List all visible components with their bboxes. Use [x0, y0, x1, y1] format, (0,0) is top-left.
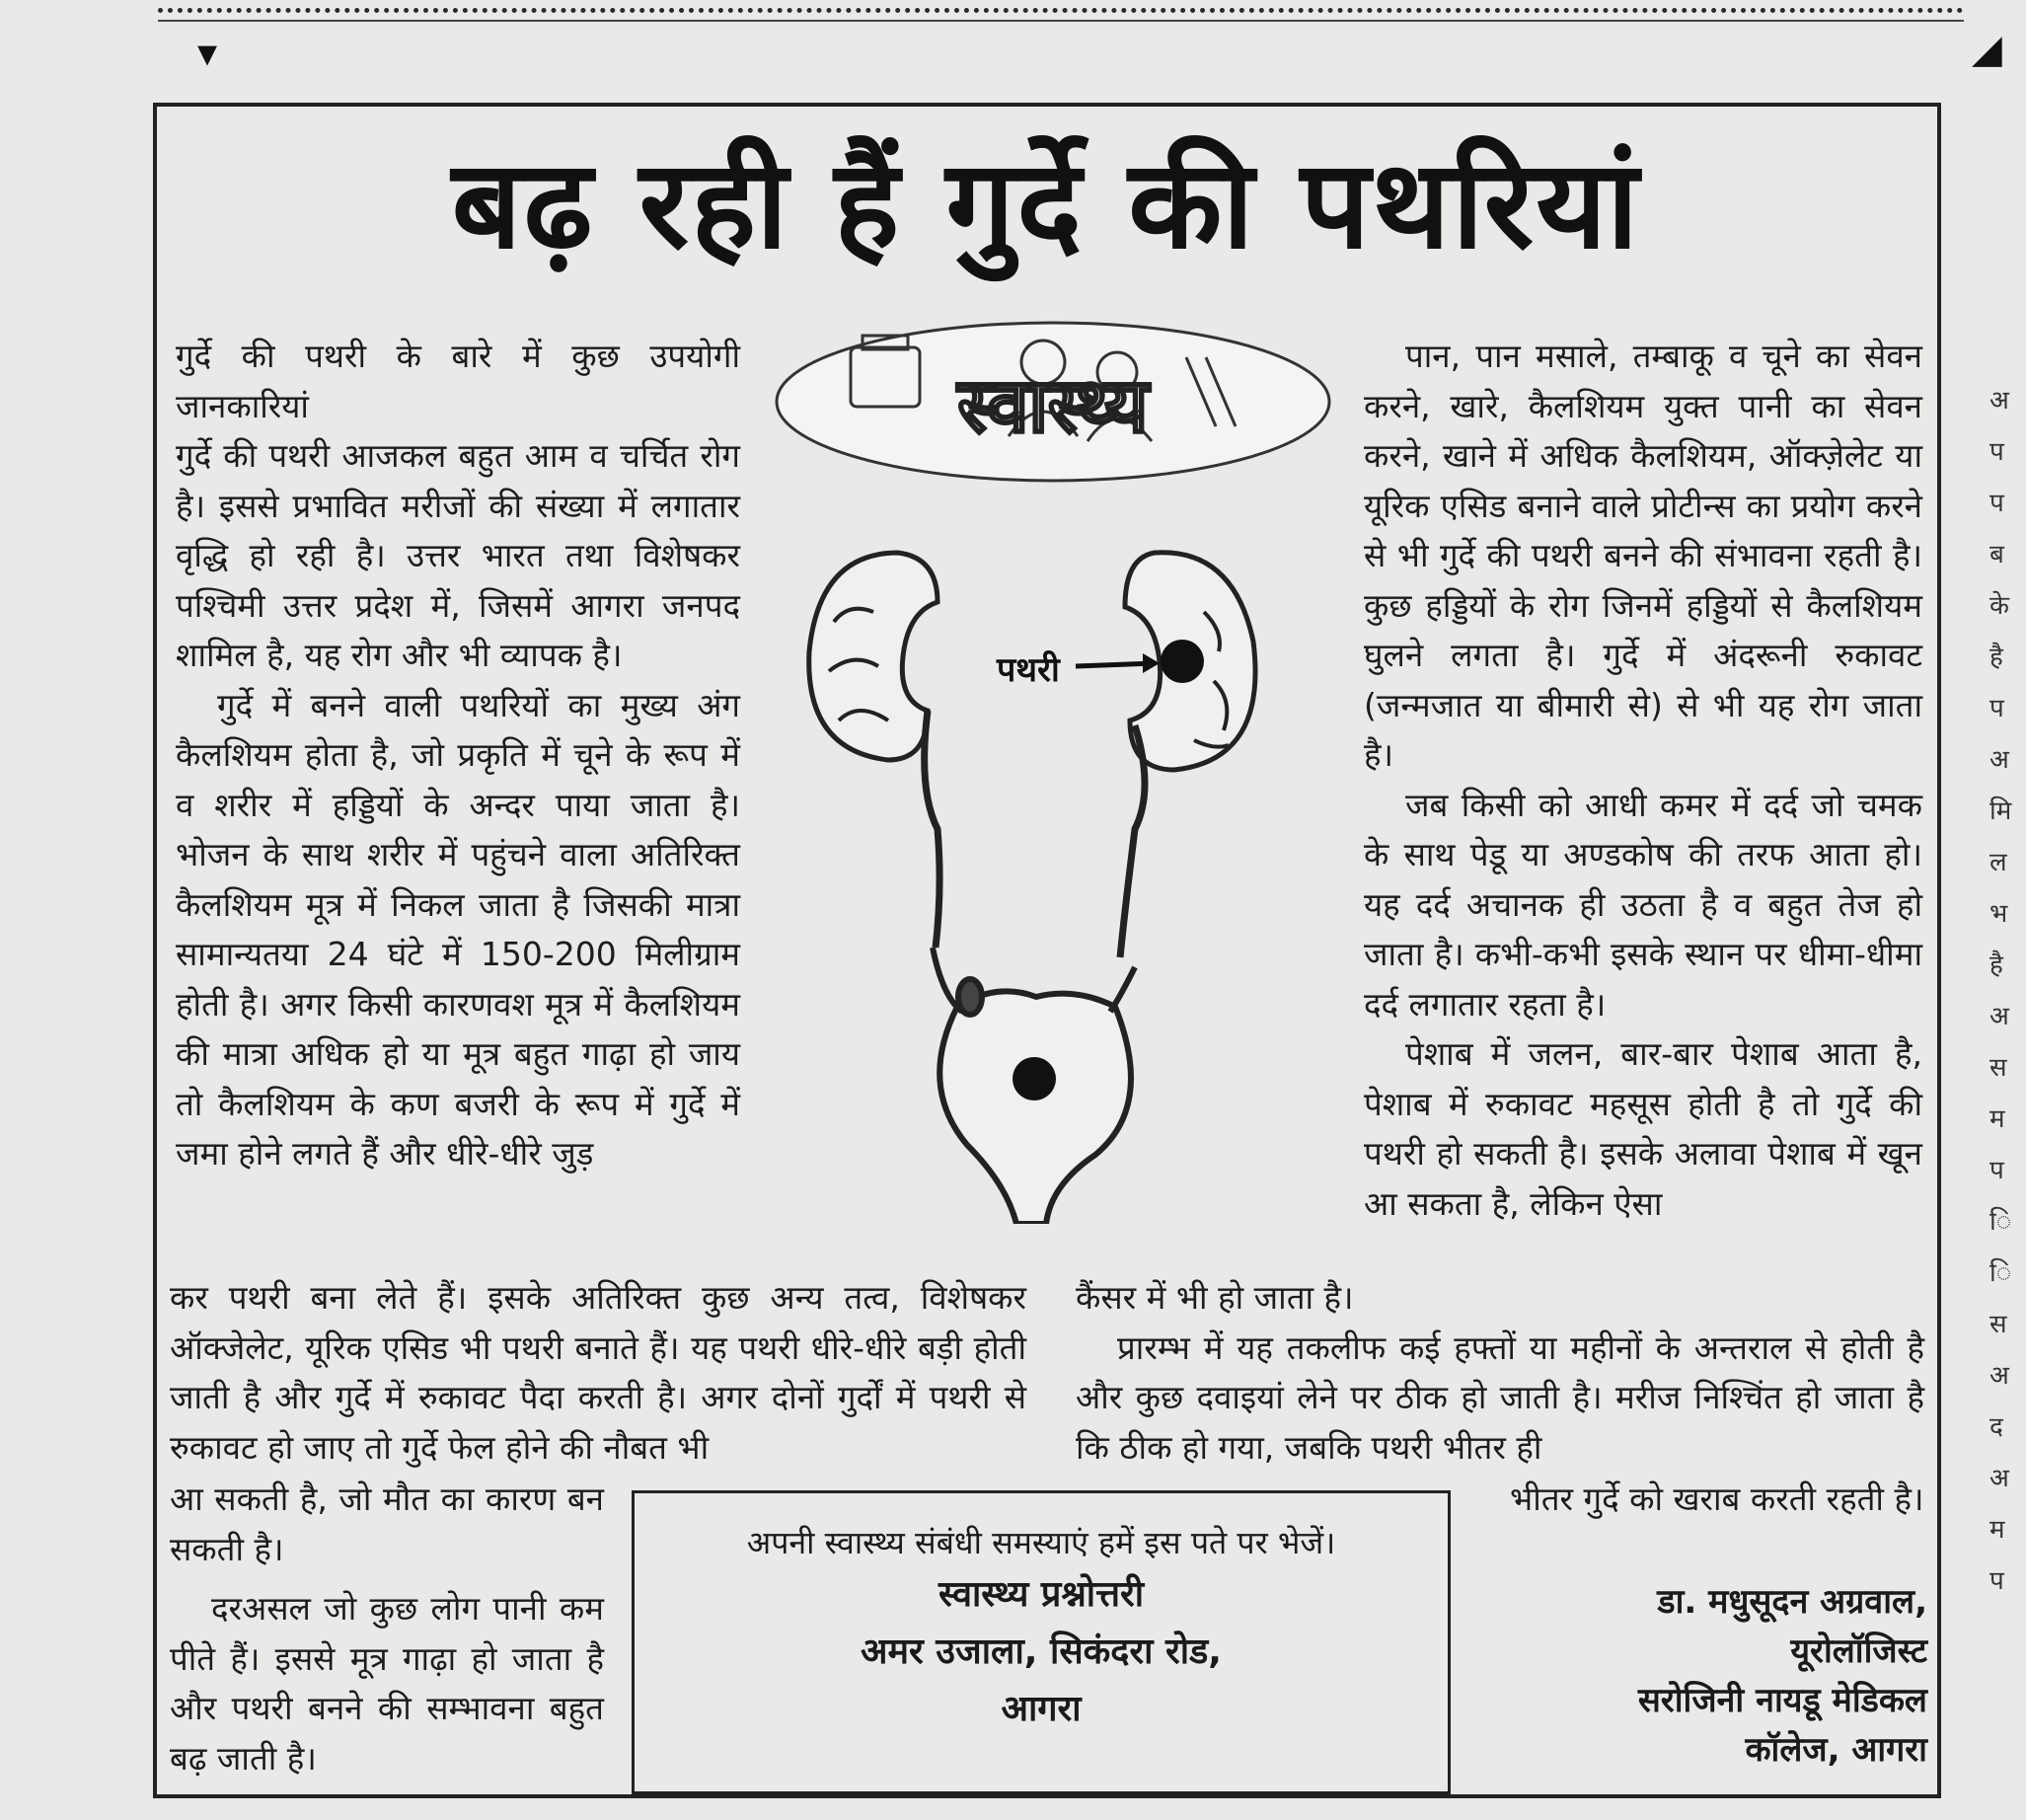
- address-line-2: अमर उजाला, सिकंदरा रोड,: [861, 1631, 1222, 1672]
- edge-fragment: द: [1989, 1412, 2003, 1442]
- left-bottom-column: [170, 1475, 604, 1783]
- left-column: [176, 332, 740, 1179]
- edge-fragment: अ: [1989, 745, 2009, 775]
- edge-fragment: अ: [1989, 1464, 2009, 1493]
- author-name: डा. मधुसूदन अग्रवाल,: [1657, 1582, 1927, 1622]
- edge-fragment: भ: [1989, 899, 2008, 929]
- edge-fragment: प: [1989, 1156, 2004, 1185]
- edge-fragment: प: [1989, 694, 2004, 723]
- clip-mark-left: ▾: [197, 31, 218, 76]
- right-wide-para-2: प्रारम्भ में यह तकलीफ कई हफ्तों या महीनों के अन्तराल से होती है और कुछ दवाइयां लेने पर ठीक हो जाती है। मरीज निश्चिंत हो जाता है कि ठीक हो गया, जबकि पथरी भीतर ही: [1076, 1327, 1924, 1467]
- right-wide-para-1: कैंसर में भी हो जाता है।: [1076, 1278, 1354, 1317]
- left-bottom-para-2: दरअसल जो कुछ लोग पानी कम पीते हैं। इससे मूत्र गाढ़ा हो जाता है और पथरी बनने की सम्भावना बहुत बढ़ जाती है।: [170, 1589, 604, 1778]
- edge-fragment: है: [1989, 643, 2003, 672]
- logo-text: स्वास्थ्य: [957, 361, 1149, 449]
- edge-fragment: मि: [1989, 796, 2012, 826]
- address-intro: अपनी स्वास्थ्य संबंधी समस्याएं हमें इस पते पर भेजें।: [746, 1524, 1336, 1561]
- left-bottom-para-1: आ सकती है, जो मौत का कारण बन सकती है।: [170, 1479, 604, 1568]
- right-para-1: पान, पान मसाले, तम्बाकू व चूने का सेवन करने, खारे, कैलशियम युक्त पानी का सेवन करने, खाने में अधिक कैलशियम, ऑक्ज़ेलेट या यूरिक एसिड बनाने वाले प्रोटीन्स का प्रयोग करने से भी गुर्दे की पथरी बनने की संभावना रहती है। कुछ हड्डियों के रोग जिनमें हड्डियों से कैलशियम घुलने लगता है। गुर्दे में अंदरूनी रुकावट (जन्मजात या बीमारी से) से भी यह रोग जाता है।: [1364, 337, 1922, 774]
- address-box: [632, 1490, 1451, 1794]
- edge-fragment: म: [1989, 1104, 2005, 1134]
- edge-fragment: है: [1989, 950, 2003, 980]
- left-para-1: गुर्दे की पथरी के बारे में कुछ उपयोगी जानकारियां: [176, 337, 740, 425]
- kidney-stone: [1161, 640, 1204, 683]
- author-org-2: कॉलेज, आगरा: [1745, 1730, 1927, 1770]
- right-kidney: [1120, 553, 1255, 957]
- stone-label: पथरी: [997, 650, 1060, 690]
- right-wide-text: [1076, 1273, 1924, 1473]
- article-headline: बढ़ रही हैं गुर्दे की पथरियां: [451, 134, 1641, 276]
- edge-fragment: अ: [1989, 386, 2009, 416]
- author-org-1: सरोजिनी नायडू मेडिकल: [1637, 1681, 1927, 1720]
- right-bottom-para: भीतर गुर्दे को खराब करती रहती है।: [1510, 1479, 1924, 1518]
- edge-fragment: स: [1989, 1053, 2007, 1083]
- left-wide-para: कर पथरी बना लेते हैं। इसके अतिरिक्त कुछ अन्य तत्व, विशेषकर ऑक्जेलेट, यूरिक एसिड भी पथरी बनाते हैं। यह पथरी धीरे-धीरे बड़ी होती जाती है और गुर्दे में रुकावट पैदा करती है। अगर दोनों गुर्दों में पथरी से रुकावट हो जाए तो गुर्दे फेल होने की नौबत भी: [170, 1278, 1026, 1467]
- edge-fragment: अ: [1989, 1002, 2009, 1031]
- edge-fragment: प: [1989, 437, 2004, 467]
- edge-fragment: के: [1989, 591, 2009, 621]
- edge-fragment: ब: [1989, 540, 2004, 569]
- edge-fragment: प: [1989, 1566, 2004, 1596]
- health-section-logo: [772, 318, 1334, 486]
- right-para-3: पेशाब में जलन, बार-बार पेशाब आता है, पेशाब में रुकावट महसूस होती है तो गुर्दे की पथरी हो सकती है। इसके अलावा पेशाब में खून आ सकता है, लेकिन ऐसा: [1364, 1034, 1922, 1223]
- left-wide-text: [170, 1273, 1026, 1473]
- left-para-2: गुर्दे की पथरी आजकल बहुत आम व चर्चित रोग है। इससे प्रभावित मरीजों की संख्या में लगातार वृद्धि हो रही है। उत्तर भारत तथा विशेषकर पश्चिमी उत्तर प्रदेश में, जिसमें आगरा जनपद शामिल है, यह रोग और भी व्यापक है।: [176, 436, 740, 674]
- edge-fragment: प: [1989, 489, 2004, 518]
- edge-fragment: स: [1989, 1310, 2007, 1339]
- edge-fragment: म: [1989, 1515, 2005, 1545]
- edge-fragment: ल: [1989, 848, 2007, 877]
- top-dotted-rule: [158, 8, 1964, 13]
- address-line-1: स्वास्थ्य प्रश्नोत्तरी: [938, 1574, 1145, 1615]
- clip-mark-right: ◢: [1972, 27, 2002, 72]
- edge-fragment: ि: [1989, 1207, 2012, 1237]
- edge-fragment: अ: [1989, 1361, 2009, 1391]
- top-rule: [158, 20, 1964, 22]
- right-bottom-text: [1510, 1475, 1924, 1525]
- kidney-illustration: [780, 533, 1342, 1224]
- left-para-3: गुर्दे में बनने वाली पथरियों का मुख्य अंग कैलशियम होता है, जो प्रकृति में चूने के रूप में व शरीर में हड्डियों के अन्दर पाया जाता है। भोजन के साथ शरीर में पहुंचने वाला अतिरिक्त कैलशियम मूत्र में निकल जाता है जिसकी मात्रा सामान्यतया 24 घंटे में 150-200 मिलीग्राम होती है। अगर किसी कारणवश मूत्र में कैलशियम की मात्रा अधिक हो या मूत्र बहुत गाढ़ा हो जाय तो कैलशियम के कण बजरी के रूप में गुर्दे में जमा होने लगते हैं और धीरे-धीरे जुड़: [176, 685, 740, 1173]
- adjacent-column-fragments: [1989, 375, 2026, 1607]
- author-title: यूरोलॉजिस्ट: [1790, 1631, 1927, 1671]
- bladder-stone: [1013, 1057, 1056, 1100]
- author-signature: [1638, 1577, 1927, 1775]
- edge-fragment: ि: [1989, 1258, 2012, 1288]
- right-para-2: जब किसी को आधी कमर में दर्द जो चमक के साथ पेडू या अण्डकोष की तरफ आता हो। यह दर्द अचानक ही उठता है व बहुत तेज हो जाता है। कभी-कभी इसके स्थान पर धीमा-धीमा दर्द लगातार रहता है।: [1364, 785, 1922, 1024]
- right-column: [1364, 332, 1922, 1229]
- address-line-3: आगरा: [1001, 1689, 1082, 1729]
- left-kidney: [809, 553, 939, 948]
